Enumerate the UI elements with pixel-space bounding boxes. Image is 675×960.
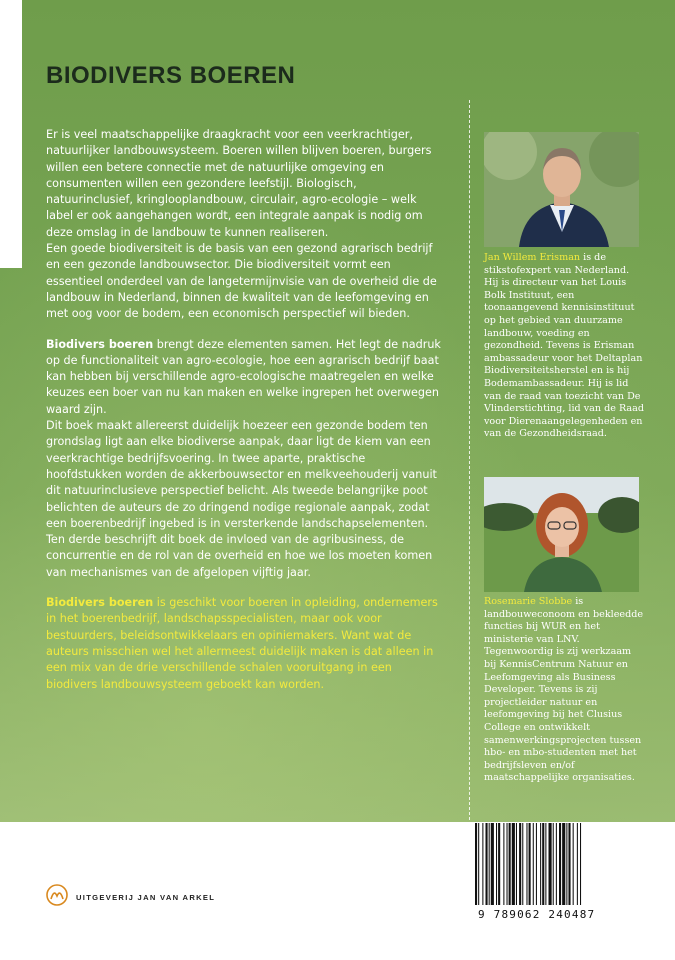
- intro-paragraph-1: Er is veel maatschappelijke draagkracht voor een veerkrachtiger, natuurlijker landbouwsysteem. Boeren willen blijven boeren, burgers willen een betere connectie met de natuurlijke omgeving en consumenten willen een gezondere leefstijl. Biologisch, natuurinclusief, kringlooplandbouw, circulair, agro-ecologie – welk label er ook aangehangen wordt, een integrale aanpak is nodig om deze omslag in de landbouw te kunnen realiseren.: [46, 128, 432, 239]
- isbn-number: 9 789062 240487: [478, 908, 596, 921]
- intro-paragraph-2: Een goede biodiversiteit is de basis van een gezond agrarisch bedrijf en een gezonde landbouwsector. Die biodiversiteit vormt een essentieel onderdeel van de langetermijnvisie van de overheid die de landbouw in Nederland, binnen de kwaliteit van de leefomgeving en met oog voor de bodem, een economisch perspectief wil bieden.: [46, 242, 437, 321]
- author-bio-slobbe: Rosemarie Slobbe is landbouweconoom en bekleedde functies bij WUR en het ministerie van LNV. Tegenwoordig is zij werkzaam bij KennisCentrum Natuur en Leefomgeving als Business Developer. Tevens is zij projectleider natuur en leefomgeving bij het Clusius College en ontwikkelt samenwerkingsprojecten tussen hbo- en mbo-studenten met het bedrijfsleven en/of maatschappelijke organisaties.: [484, 596, 644, 784]
- author-photo-erisman: [484, 132, 639, 247]
- column-divider: [469, 100, 470, 820]
- author-photo-slobbe: [484, 477, 639, 592]
- author-bio-erisman: Jan Willem Erisman is de stikstofexpert van Nederland. Hij is directeur van het Louis Bolk Instituut, een toonaangevend kennisinstituut op het gebied van duurzame landbouw, voeding en gezondheid. Tevens is Erisman ambassadeur voor het Deltaplan Biodiversiteitsherstel en is hij Bodemambassadeur. Hij is lid van de raad van toezicht van De Vlinderstichting, lid van de Raad voor Dierenaangelegenheden en van de Gezondheidsraad.: [484, 252, 644, 440]
- section2-paragraph-2: Dit boek maakt allereerst duidelijk hoezeer een gezonde bodem ten grondslag ligt aan elke biodiverse aanpak, daar ligt de kiem van een veerkrachtige bedrijfsvoering. In twee aparte, praktische hoofdstukken worden de akkerbouwsector en melkveehouderij vanuit dit natuurinclusieve perspectief belicht. Als tweede belangrijke poot belichten de auteurs de zo dringend nodige regionale aanpak, zodat een boerenbedrijf ingebed is in versterkende landschapselementen.: [46, 419, 437, 530]
- section2-book-name: Biodivers boeren: [46, 337, 154, 351]
- publisher: [46, 884, 215, 911]
- publisher-logo-icon: [46, 884, 68, 911]
- author-name-erisman: Jan Willem Erisman: [484, 252, 581, 263]
- portrait-man-image: [484, 132, 639, 247]
- blurb: [46, 127, 441, 693]
- book-title: BIODIVERS BOEREN: [46, 62, 296, 89]
- white-edge-notch: [0, 0, 22, 268]
- barcode-bars: [469, 823, 644, 907]
- publisher-name: UITGEVERIJ JAN VAN ARKEL: [76, 893, 216, 902]
- audience-book-name: Biodivers boeren: [46, 596, 154, 610]
- author-name-slobbe: Rosemarie Slobbe: [484, 596, 573, 607]
- section2-paragraph-3: Ten derde beschrijft dit boek de invloed van de agribusiness, de concurrentie en de rol van de overheid en hoe we los moeten komen van mechanismes van de afgelopen vijftig jaar.: [46, 533, 433, 579]
- portrait-woman-image: [484, 477, 639, 592]
- audience-paragraph: Biodivers boeren is geschikt voor boeren in opleiding, ondernemers in het boerenbedrijf, landschapsspecialisten, maar ook voor bestuurders, beleidsontwikkelaars en opiniemakers. Want wat de auteurs misschien wel het allermeest duidelijk maken is dat alleen in een mix van de drie verschillende schalen vooruitgang in een biodivers landbouwsysteem geboekt kan worden.: [46, 596, 438, 691]
- section2-paragraph-1: Biodivers boeren brengt deze elementen samen. Het legt de nadruk op de functionaliteit van agro-ecologie, hoe een agrarisch bedrijf baat kan hebben bij verschillende agro-ecologische maatregelen en welke keuzes een boer van nu kan maken en welke ingrepen het overwegen waard zijn.: [46, 337, 441, 416]
